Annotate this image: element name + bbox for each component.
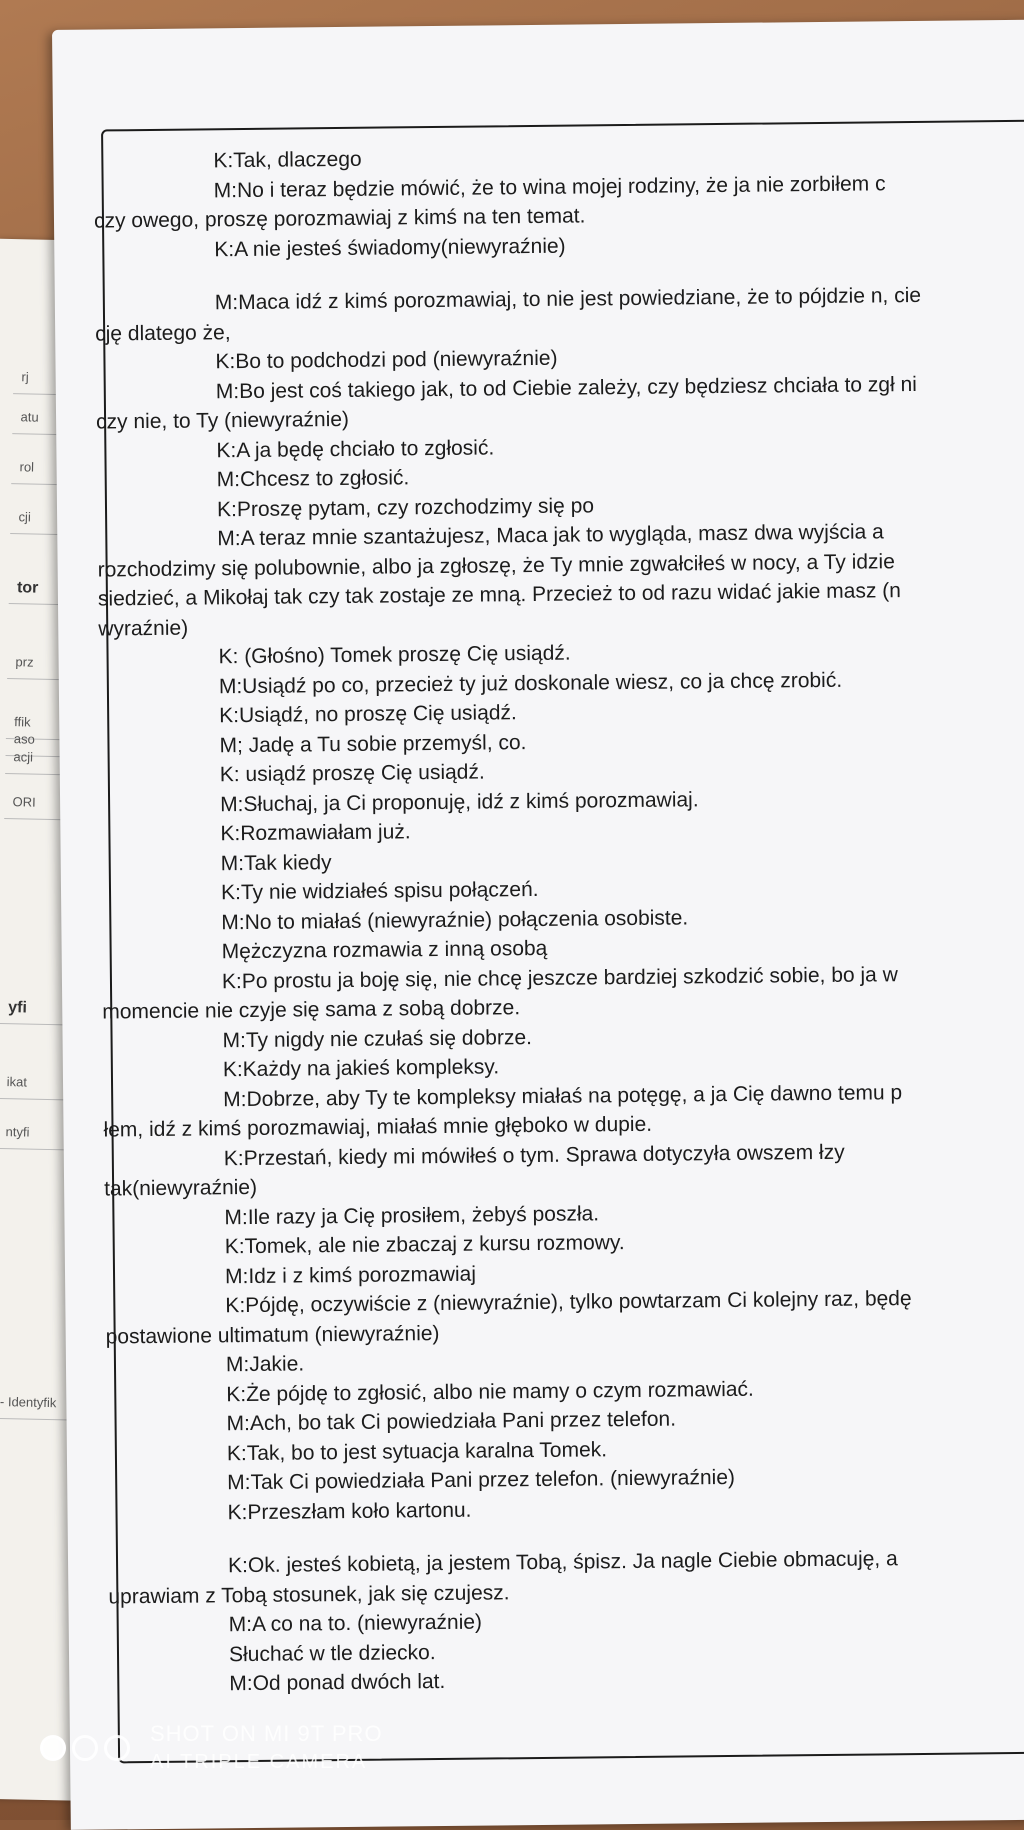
transcript-line: M:Maca idź z kimś porozmawiaj, to nie jest powiedziane, że to pójdzie n, cie (214, 283, 922, 315)
transcript-line: K:Tak, bo to jest sytuacja karalna Tomek. (226, 1437, 608, 1465)
side-page-fragment: tor (16, 579, 39, 597)
transcript-line: K:Ok. jesteś kobietą, ja jestem Tobą, śpisz. Ja nagle Ciebie obmacuję, a (227, 1547, 898, 1578)
transcript-line: M:Idz i z kimś porozmawiaj (224, 1262, 477, 1288)
transcript-line: M:Usiądź po co, przecież ty już doskonale wiesz, co ja chcę zrobić. (218, 668, 843, 698)
transcript-line: M; Jadę a Tu sobie przemyśl, co. (219, 730, 527, 757)
transcript-text (93, 138, 1024, 1700)
transcript-line: K:Rozmawiałam już. (220, 820, 411, 846)
side-page-fragment: yfi (8, 999, 28, 1017)
transcript-line: K:Że pójdę to zgłosić, albo nie mamy o czym rozmawiać. (226, 1377, 754, 1406)
transcript-line: M:No to miałaś (niewyraźnie) połączenia osobiste. (221, 905, 689, 934)
transcript-line: cję dlatego że, (95, 320, 231, 346)
transcript-line: M:Chcesz to zgłosić. (216, 466, 410, 492)
transcript-line: K:A ja będę chciało to zgłosić. (216, 435, 495, 462)
transcript-line: łem, idź z kimś porozmawiaj, miałaś mnie głęboko w dupie. (103, 1112, 653, 1142)
transcript-line: M:Od ponad dwóch lat. (229, 1669, 446, 1696)
transcript-line: uprawiam z Tobą stosunek, jak się czujesz. (108, 1580, 510, 1608)
transcript-line: M:Bo jest coś takiego jak, to od Ciebie zależy, czy będziesz chciała to zgł ni (215, 372, 917, 403)
side-page-fragment: acji (13, 749, 34, 765)
transcript-page (52, 20, 1024, 1830)
side-page-fragment: prz (15, 654, 34, 670)
side-page-fragment: cji (18, 509, 31, 525)
side-page-fragment: atu (20, 409, 39, 425)
side-page-fragment: rj (21, 369, 29, 385)
transcript-line: K: usiądź proszę Cię usiądź. (219, 760, 485, 787)
transcript-line: K:Przestań, kiedy mi mówiłeś o tym. Sprawa dotyczyła owszem łzy (223, 1140, 845, 1170)
transcript-line: rozchodzimy się polubownie, albo ja zgłoszę, że Ty mnie zgwałciłeś w nocy, a Ty idzie (97, 549, 895, 582)
side-page-fragment: ORI (12, 794, 36, 810)
transcript-line: K:Bo to podchodzi pod (niewyraźnie) (215, 346, 558, 374)
transcript-line: M:Ach, bo tak Ci powiedziała Pani przez telefon. (226, 1407, 677, 1436)
transcript-line: momencie nie czyje się sama z sobą dobrze. (102, 996, 521, 1024)
transcript-line: M:No i teraz będzie mówić, że to wina mojej rodziny, że ja nie zorbiłem c (213, 171, 886, 202)
transcript-line: M:A teraz mnie szantażujesz, Maca jak to wygląda, masz dwa wyjścia a (217, 520, 884, 551)
side-page-fragment: ffik (14, 714, 31, 730)
transcript-line: Mężczyzna rozmawia z inną osobą (221, 936, 548, 964)
watermark-line-2: AI TRIPLE CAMERA (150, 1751, 368, 1773)
transcript-line: Słuchać w tle dziecko. (228, 1640, 436, 1666)
transcript-line: K:Pójdę, oczywiście z (niewyraźnie), tylko powtarzam Ci kolejny raz, będę (225, 1287, 912, 1318)
transcript-line: M:Ty nigdy nie czułaś się dobrze. (222, 1025, 533, 1052)
side-page-fragment: aso (13, 731, 36, 747)
side-page-fragment: - Identyfik (0, 1394, 57, 1411)
side-page-fragment: ntyfi (5, 1124, 30, 1140)
transcript-line: czy owego, proszę porozmawiaj z kimś na ten temat. (93, 204, 586, 233)
transcript-line: K:Usiądź, no proszę Cię usiądź. (219, 701, 517, 728)
transcript-line: M:Jakie. (225, 1352, 305, 1377)
transcript-line: tak(niewyraźnie) (104, 1175, 258, 1201)
transcript-line: czy nie, to Ty (niewyraźnie) (95, 407, 350, 434)
transcript-line: M:Tak Ci powiedziała Pani przez telefon. (niewyraźnie) (227, 1465, 736, 1495)
transcript-line: K:Każdy na jakieś kompleksy. (222, 1055, 500, 1082)
transcript-line: K:Przeszłam koło kartonu. (227, 1498, 472, 1524)
transcript-line: K:Po prostu ja boję się, nie chcę jeszcze bardziej szkodzić sobie, bo ja w (221, 962, 898, 993)
side-page-fragment: ikat (6, 1074, 28, 1090)
transcript-line: wyraźnie) (98, 616, 189, 641)
transcript-line: K: (Głośno) Tomek proszę Cię usiądź. (218, 641, 571, 669)
transcript-line: siedzieć, a Mikołaj tak czy tak zostaje ze mną. Przecież to od razu widać jakie masz (n (97, 579, 902, 611)
transcript-line: K:A nie jesteś świadomy(niewyraźnie) (214, 234, 566, 261)
transcript-line: M:Tak kiedy (220, 850, 332, 875)
transcript-line: M:Ile razy ja Cię prosiłem, żebyś poszła. (224, 1201, 600, 1229)
transcript-line: K:Tak, dlaczego (213, 147, 362, 173)
transcript-line: postawione ultimatum (niewyraźnie) (105, 1321, 440, 1349)
side-page-fragment: rol (19, 459, 35, 475)
transcript-line: K:Ty nie widziałeś spisu połączeń. (220, 877, 539, 905)
transcript-line: M:Dobrze, aby Ty te kompleksy miałaś na potęgę, a ja Cię dawno temu p (223, 1080, 903, 1111)
watermark-line-1: SHOT ON MI 9T PRO (150, 1721, 383, 1746)
transcript-line: K:Proszę pytam, czy rozchodzimy się po (216, 493, 595, 521)
transcript-line: M:Słuchaj, ja Ci proponuję, idź z kimś porozmawiaj. (219, 787, 699, 816)
camera-watermark (40, 1720, 383, 1776)
camera-logo-icon (40, 1735, 130, 1761)
transcript-line: K:Tomek, ale nie zbaczaj z kursu rozmowy. (224, 1231, 625, 1259)
transcript-line: M:A co na to. (niewyraźnie) (228, 1610, 483, 1637)
